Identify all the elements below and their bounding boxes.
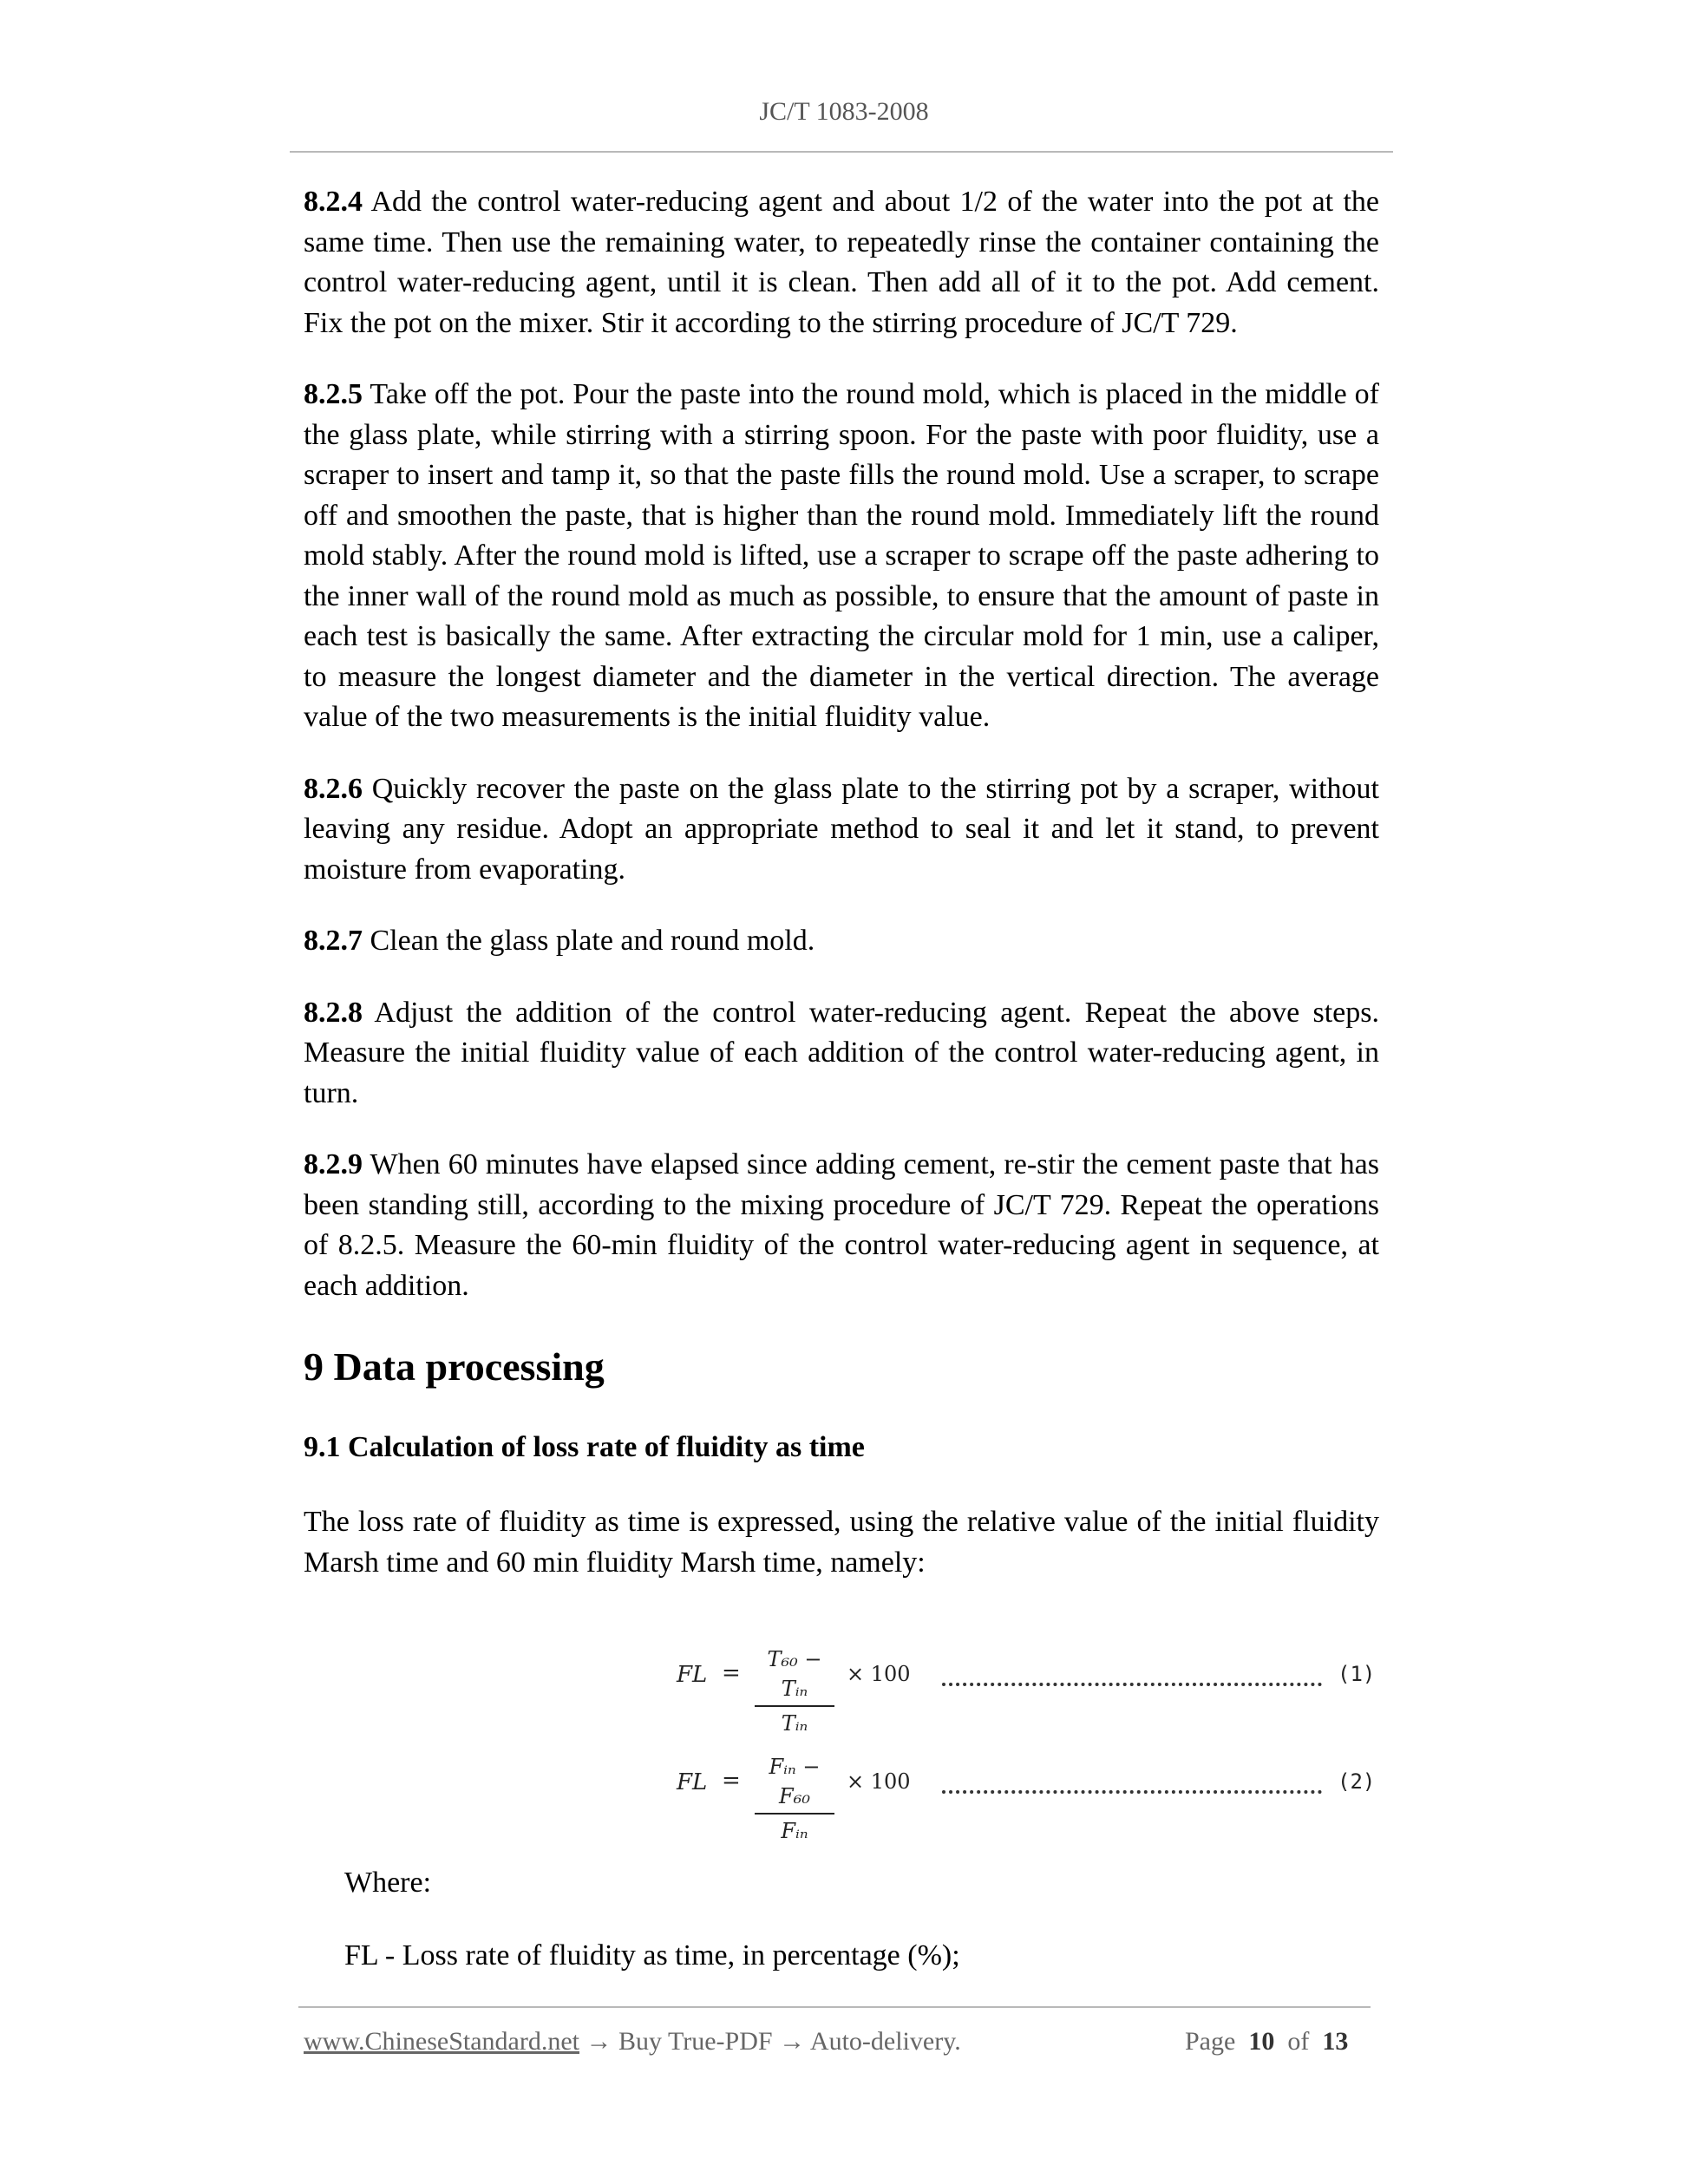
- page-indicator: [1185, 2027, 1348, 2056]
- page-content: [304, 182, 1379, 1583]
- definition-fl: FL - Loss rate of fluidity as time, in percentage (%);: [344, 1939, 960, 1971]
- fraction-bar: [755, 1705, 834, 1707]
- page-total: 13: [1322, 2027, 1349, 2056]
- clause-number: 8.2.9: [304, 1148, 363, 1180]
- header-divider: [290, 151, 1393, 153]
- paragraph-8-2-4: [304, 182, 1379, 343]
- formula-denominator: Tᵢₙ: [781, 1711, 808, 1736]
- paragraph-8-2-9: [304, 1145, 1379, 1306]
- clause-number: 8.2.5: [304, 378, 363, 410]
- formula-lhs: FL: [677, 1769, 708, 1795]
- intro-paragraph: The loss rate of fluidity as time is expressed, using the relative value of the initial fluidity Marsh time and 60 min fluidity Marsh time, namely:: [304, 1506, 1379, 1579]
- clause-number: 8.2.8: [304, 996, 363, 1029]
- clause-text: Clean the glass plate and round mold.: [370, 925, 815, 957]
- formula-fraction: [751, 1752, 838, 1846]
- page-current: 10: [1248, 2027, 1275, 2056]
- fraction-bar: [755, 1813, 834, 1815]
- section-title: 9 Data processing: [304, 1344, 605, 1389]
- subsection-title: 9.1 Calculation of loss rate of fluidity as time: [304, 1431, 865, 1463]
- clause-text: Quickly recover the paste on the glass plate to the stirring pot by a scraper, without leaving any residue. Adopt an appropriate method to seal it and let it stand, to prevent moisture from evaporating.: [304, 772, 1379, 886]
- formula-numerator: T₆₀ − Tᵢₙ: [767, 1647, 822, 1701]
- clause-text: Add the control water-reducing agent and about 1/2 of the water into the pot at the same time. Then use the remaining water, to repeatedly rinse the container containing the control water-reducing agent, until it is clean. Then add all of it to the pot. Add cement. Fix the pot on the mixer. Stir it according to the stirring procedure of JC/T 729.: [304, 186, 1380, 339]
- paragraph-8-2-8: [304, 993, 1379, 1115]
- clause-number: 8.2.6: [304, 772, 363, 805]
- clause-number: 8.2.7: [304, 925, 363, 957]
- formula-1: [677, 1645, 1379, 1736]
- paragraph-8-2-6: [304, 769, 1379, 891]
- definitions: [344, 1863, 1377, 1976]
- clause-text: Adjust the addition of the control water-reducing agent. Repeat the above steps. Measure the initial fluidity value of each addition of the control water-reducing agent, in turn.: [304, 996, 1380, 1109]
- paragraph-8-2-5: [304, 375, 1379, 738]
- dot-leader: [942, 1764, 1322, 1794]
- document-header: JC/T 1083-2008: [759, 97, 929, 126]
- formula-equals: =: [722, 1660, 741, 1686]
- formula-denominator: Fᵢₙ: [781, 1819, 808, 1843]
- footer-promo: [304, 2027, 961, 2056]
- formula-lhs: FL: [677, 1662, 708, 1688]
- dot-leader: [942, 1657, 1322, 1686]
- footer-promo-text: → Buy True-PDF → Auto-delivery.: [579, 2027, 961, 2056]
- clause-text: Take off the pot. Pour the paste into the round mold, which is placed in the middle of the glass plate, while stirring with a stirring spoon. For the paste with poor fluidity, use a scraper to insert and tamp it, so that the paste fills the round mold. Use a scraper, to scrape off and smoothen the paste, that is higher than the round mold. Immediately lift the round mold stably. After the round mold is lifted, use a scraper to scrape off the paste adhering to the inner wall of the round mold as much as possible, to ensure that the amount of paste in each test is basically the same. After extracting the circular mold for 1 min, use a caliper, to measure the longest diameter and the diameter in the vertical direction. The average value of the two measurements is the initial fluidity value.: [304, 378, 1379, 733]
- page-label: Page: [1185, 2027, 1236, 2056]
- website-link[interactable]: www.ChineseStandard.net: [304, 2027, 579, 2056]
- formula-equals: =: [722, 1768, 741, 1794]
- formula-multiplier: × 100: [847, 1662, 911, 1686]
- formula-fraction: [751, 1645, 838, 1738]
- where-label: Where:: [344, 1867, 432, 1899]
- clause-number: 8.2.4: [304, 186, 363, 218]
- formula-number: (2): [1338, 1769, 1376, 1794]
- clause-text: When 60 minutes have elapsed since adding cement, re-stir the cement paste that has been standing still, according to the mixing procedure of JC/T 729. Repeat the operations of 8.2.5. Measure the 60-min fluidity of the control water-reducing agent in sequence, at each addition.: [304, 1148, 1379, 1302]
- formula-number: (1): [1338, 1662, 1376, 1686]
- of-label: of: [1287, 2027, 1310, 2056]
- paragraph-8-2-7: [304, 921, 1379, 962]
- formula-2: [677, 1752, 1379, 1843]
- formula-multiplier: × 100: [847, 1769, 911, 1794]
- formula-numerator: Fᵢₙ − F₆₀: [769, 1755, 821, 1808]
- footer-divider: [298, 2006, 1371, 2008]
